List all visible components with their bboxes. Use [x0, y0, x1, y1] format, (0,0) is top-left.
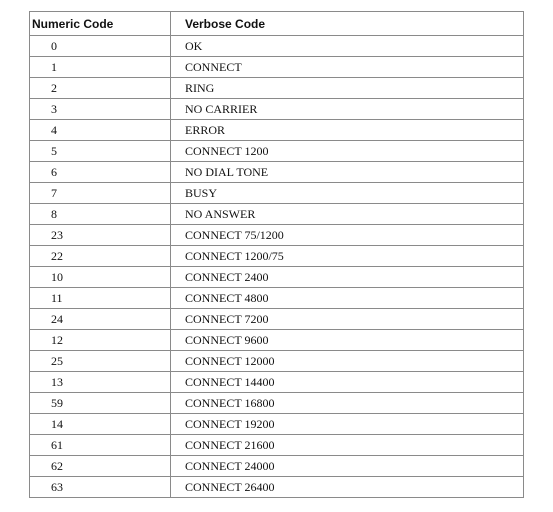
numeric-code-cell: 23 — [30, 225, 171, 246]
table-row — [30, 141, 524, 162]
result-codes-table — [29, 11, 524, 498]
verbose-code-cell: CONNECT 1200/75 — [171, 246, 524, 267]
verbose-code-cell: CONNECT 7200 — [171, 309, 524, 330]
table-row — [30, 99, 524, 120]
table-row — [30, 330, 524, 351]
verbose-code-cell: CONNECT 24000 — [171, 456, 524, 477]
numeric-code-cell: 0 — [30, 36, 171, 57]
numeric-code-cell: 8 — [30, 204, 171, 225]
numeric-code-cell: 62 — [30, 456, 171, 477]
table-row — [30, 351, 524, 372]
verbose-code-cell: NO ANSWER — [171, 204, 524, 225]
table-row — [30, 288, 524, 309]
numeric-code-cell: 61 — [30, 435, 171, 456]
table-row — [30, 204, 524, 225]
header-row — [30, 12, 524, 36]
verbose-code-cell: BUSY — [171, 183, 524, 204]
verbose-code-cell: NO DIAL TONE — [171, 162, 524, 183]
numeric-code-cell: 2 — [30, 78, 171, 99]
verbose-code-cell: CONNECT 26400 — [171, 477, 524, 498]
table-row — [30, 36, 524, 57]
verbose-code-cell: RING — [171, 78, 524, 99]
verbose-code-cell: CONNECT 14400 — [171, 372, 524, 393]
verbose-code-cell: ERROR — [171, 120, 524, 141]
verbose-code-cell: CONNECT 2400 — [171, 267, 524, 288]
table-row — [30, 309, 524, 330]
numeric-code-cell: 59 — [30, 393, 171, 414]
verbose-code-cell: CONNECT 1200 — [171, 141, 524, 162]
verbose-code-cell: OK — [171, 36, 524, 57]
numeric-code-cell: 63 — [30, 477, 171, 498]
numeric-code-cell: 22 — [30, 246, 171, 267]
numeric-code-cell: 3 — [30, 99, 171, 120]
numeric-code-header: Numeric Code — [30, 12, 171, 36]
numeric-code-cell: 12 — [30, 330, 171, 351]
verbose-code-header: Verbose Code — [171, 12, 524, 36]
numeric-code-cell: 13 — [30, 372, 171, 393]
numeric-code-cell: 1 — [30, 57, 171, 78]
numeric-code-cell: 4 — [30, 120, 171, 141]
table-row — [30, 183, 524, 204]
table-row — [30, 267, 524, 288]
numeric-code-cell: 25 — [30, 351, 171, 372]
table-row — [30, 225, 524, 246]
table-row — [30, 456, 524, 477]
table-row — [30, 477, 524, 498]
table-row — [30, 372, 524, 393]
table-row — [30, 57, 524, 78]
table-body — [30, 36, 524, 498]
verbose-code-cell: CONNECT 12000 — [171, 351, 524, 372]
table-row — [30, 393, 524, 414]
verbose-code-cell: CONNECT 9600 — [171, 330, 524, 351]
table-row — [30, 120, 524, 141]
numeric-code-cell: 14 — [30, 414, 171, 435]
verbose-code-cell: NO CARRIER — [171, 99, 524, 120]
verbose-code-cell: CONNECT 4800 — [171, 288, 524, 309]
table-header — [30, 12, 524, 36]
table-row — [30, 246, 524, 267]
numeric-code-cell: 10 — [30, 267, 171, 288]
verbose-code-cell: CONNECT — [171, 57, 524, 78]
numeric-code-cell: 11 — [30, 288, 171, 309]
table-row — [30, 414, 524, 435]
verbose-code-cell: CONNECT 16800 — [171, 393, 524, 414]
numeric-code-cell: 24 — [30, 309, 171, 330]
numeric-code-cell: 5 — [30, 141, 171, 162]
table-row — [30, 78, 524, 99]
numeric-code-cell: 7 — [30, 183, 171, 204]
table-row — [30, 162, 524, 183]
verbose-code-cell: CONNECT 75/1200 — [171, 225, 524, 246]
table-row — [30, 435, 524, 456]
numeric-code-cell: 6 — [30, 162, 171, 183]
verbose-code-cell: CONNECT 19200 — [171, 414, 524, 435]
verbose-code-cell: CONNECT 21600 — [171, 435, 524, 456]
